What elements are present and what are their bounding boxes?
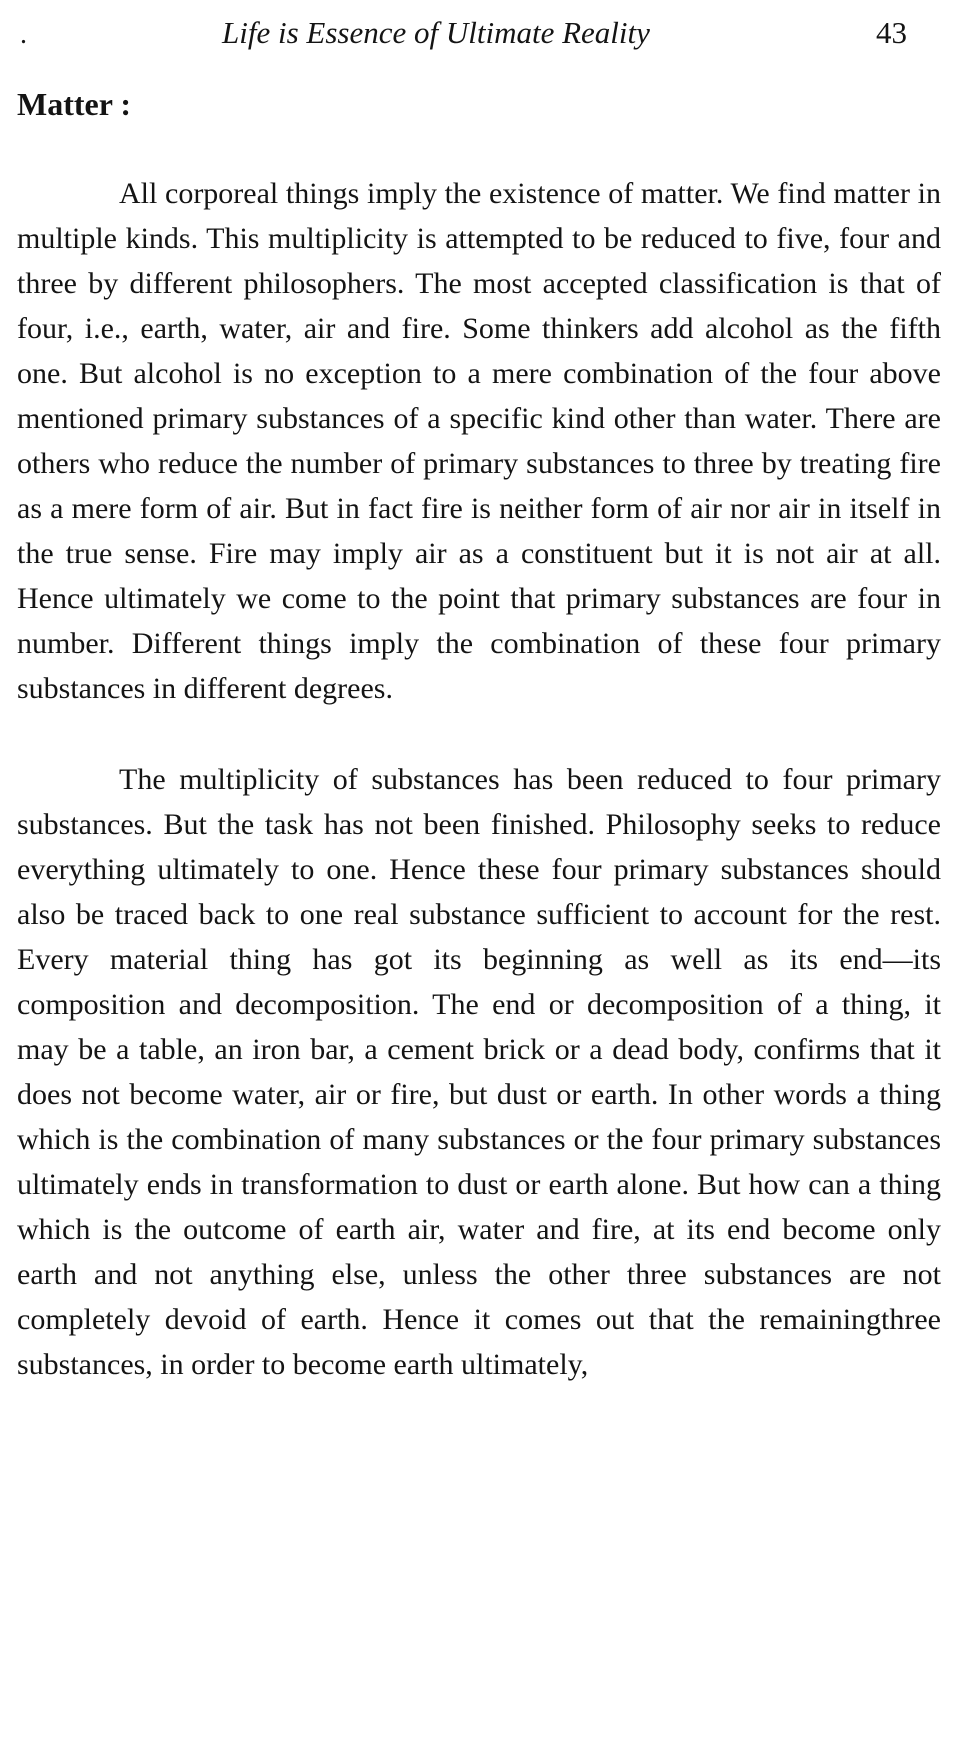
running-header <box>0 8 960 52</box>
paragraph-1: All corporeal things imply the existence of matter. We find matter in multiple kinds. This multiplicity is attempted to be reduced to five, four and three by different philosophers. The most accepted classification is that of four, i.e., earth, water, air and fire. Some thinkers add alcohol as the fifth one. But alcohol is no exception to a mere combination of the four above mentioned primary substances of a specific kind other than water. There are others who reduce the number of primary substances to three by treating fire as a mere form of air. But in fact fire is neither form of air nor air in itself in the true sense. Fire may imply air as a constituent but it is not air at all. Hence ultimately we come to the point that primary substances are four in number. Different things imply the combination of these four primary substances in different degrees. <box>17 177 941 705</box>
page-number: 43 <box>876 15 907 50</box>
body-text <box>17 171 941 1387</box>
paragraph-2: The multiplicity of substances has been reduced to four primary substances. But the task has not been finished. Philosophy seeks to reduce everything ultimately to one. Hence these four primary substances should also be traced back to one real substance sufficient to account for the rest. Every material thing has got its beginning as well as its end—its composition and decomposition. The end or decomposition of a thing, it may be a table, an iron bar, a cement brick or a dead body, confirms that it does not become water, air or fire, but dust or earth. In other words a thing which is the combination of many substances or the four primary substances ultimately ends in transformation to dust or earth alone. But how can a thing which is the outcome of earth air, water and fire, at its end become only earth and not anything else, unless the other three substances are not completely devoid of earth. Hence it comes out that the remainingthree substances, in order to become earth ultimately, <box>17 763 941 1381</box>
header-mark: . <box>20 19 27 50</box>
running-title: Life is Essence of Ultimate Reality <box>222 15 650 50</box>
section-heading: Matter : <box>17 86 131 122</box>
